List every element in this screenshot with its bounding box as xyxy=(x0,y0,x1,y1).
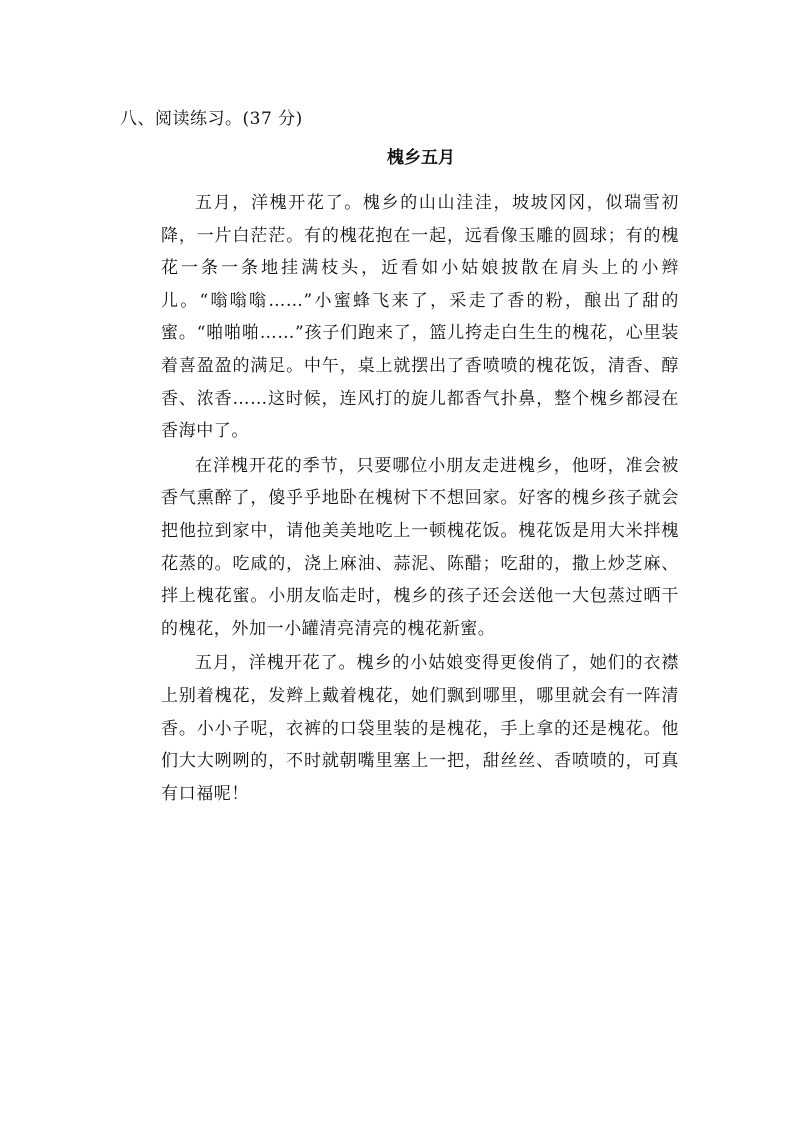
paragraph-2: 在洋槐开花的季节，只要哪位小朋友走进槐乡，他呀，准会被香气熏醉了，傻乎乎地卧在槐树下不想回家。好客的槐乡孩子就会把他拉到家中，请他美美地吃上一顿槐花饭。槐花饭是用大米拌槐花蒸的。吃咸的，浇上麻油、蒜泥、陈醋；吃甜的，撒上炒芝麻、拌上槐花蜜。小朋友临走时，槐乡的孩子还会送他一大包蒸过晒干的槐花，外加一小罐清亮清亮的槐花新蜜。 xyxy=(161,455,679,639)
article-body xyxy=(161,187,679,810)
article-title-text: 槐乡五月 xyxy=(387,148,455,168)
paragraph-1: 五月，洋槐开花了。槐乡的山山洼洼，坡坡冈冈，似瑞雪初降，一片白茫茫。有的槐花抱在一起，远看像玉雕的圆球；有的槐花一条一条地挂满枝头，近看如小姑娘披散在肩头上的小辫儿。“嗡嗡嗡……”小蜜蜂飞来了，采走了香的粉，酿出了甜的蜜。“啪啪啪……”孩子们跑来了，篮儿挎走白生生的槐花，心里装着喜盈盈的满足。中午，桌上就摆出了香喷喷的槐花饭，清香、醇香、浓香……这时候，连风打的旋儿都香气扑鼻，整个槐乡都浸在香海中了。 xyxy=(161,193,679,442)
paragraph-3: 五月，洋槐开花了。槐乡的小姑娘变得更俊俏了，她们的衣襟上别着槐花，发辫上戴着槐花，她们飘到哪里，哪里就会有一阵清香。小小子呢，衣裤的口袋里装的是槐花，手上拿的还是槐花。他们大大咧咧的，不时就朝嘴里塞上一把，甜丝丝、香喷喷的，可真有口福呢！ xyxy=(161,653,679,804)
section-heading: 八、阅读练习。(37 分) xyxy=(120,109,303,129)
article-title xyxy=(0,143,794,173)
